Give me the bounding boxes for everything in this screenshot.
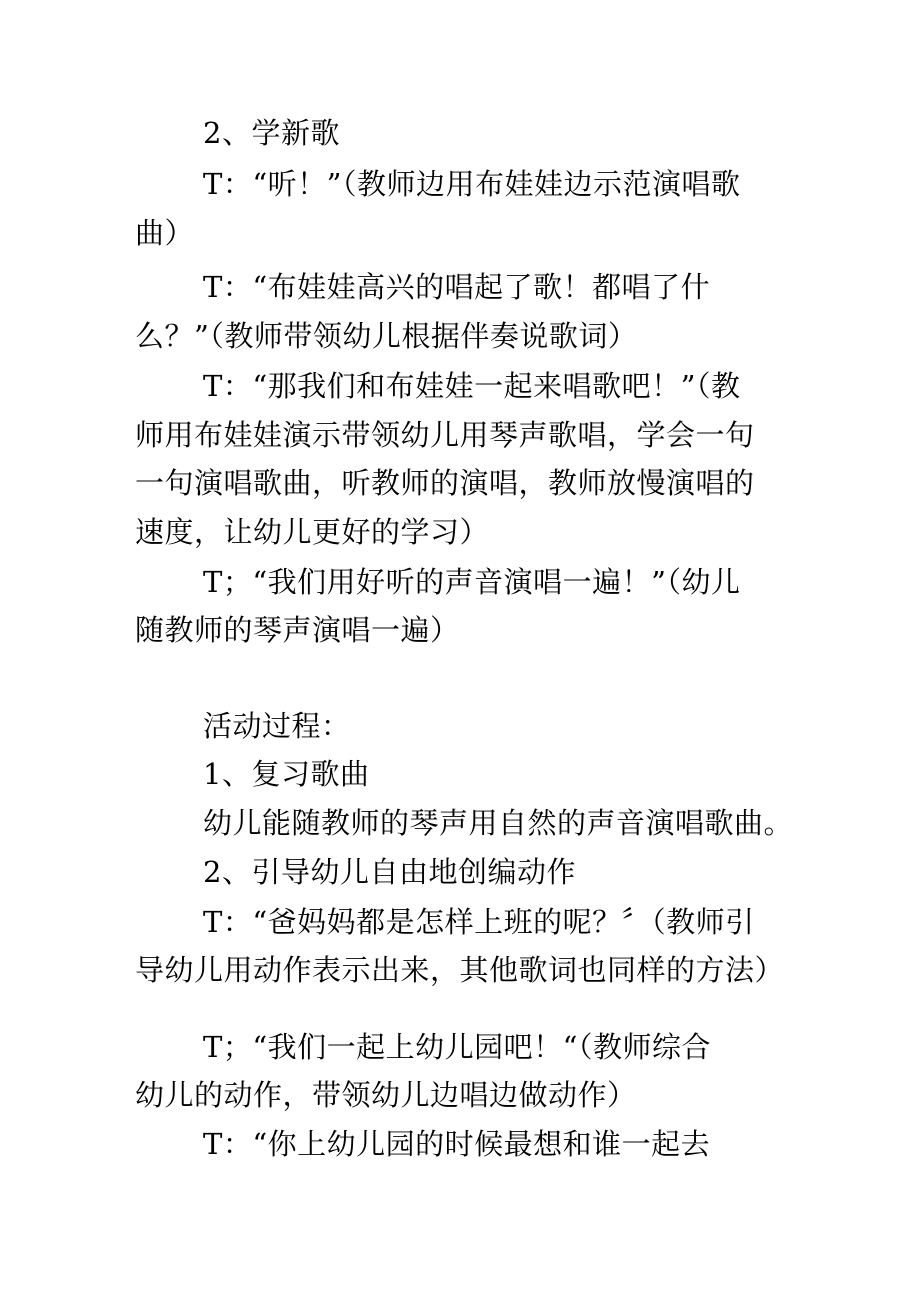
text-line: T：“那我们和布娃娃一起来唱歌吧！”（教	[203, 369, 741, 403]
section-heading: 活动过程：	[203, 709, 351, 743]
text-line: 幼儿的动作，带领幼儿边唱边做动作）	[135, 1078, 637, 1112]
text-line: 导幼儿用动作表示出来，其他歌词也同样的方法）	[135, 953, 785, 987]
text-line: 速度，让幼儿更好的学习）	[135, 515, 490, 549]
text-line: T：“爸妈妈都是怎样上班的呢？〞（教师引	[203, 905, 755, 939]
text-line: 曲）	[135, 216, 195, 250]
text-line: T；“我们用好听的声音演唱一遍！”（幼儿	[203, 565, 741, 599]
text-line: 幼儿能随教师的琴声用自然的声音演唱歌曲。	[203, 806, 794, 840]
text-line: 一句演唱歌曲，听教师的演唱，教师放慢演唱的	[135, 466, 755, 500]
text-line: T；“我们一起上幼儿园吧！“（教师综合	[203, 1030, 711, 1064]
text-line: 师用布娃娃演示带领幼儿用琴声歌唱，学会一句	[135, 418, 755, 452]
text-line: T：“你上幼儿园的时候最想和谁一起去	[203, 1127, 711, 1161]
text-line: 随教师的琴声演唱一遍）	[135, 613, 460, 647]
text-line: 2、学新歌	[203, 116, 340, 150]
text-line: 1、复习歌曲	[203, 757, 370, 791]
text-line: 2、引导幼儿自由地创编动作	[203, 855, 576, 889]
text-line: 么？”（教师带领幼儿根据伴奏说歌词）	[135, 319, 638, 353]
text-line: T：“布娃娃高兴的唱起了歌！都唱了什	[203, 270, 711, 304]
text-line: T：“听！”（教师边用布娃娃边示范演唱歌	[203, 167, 741, 201]
